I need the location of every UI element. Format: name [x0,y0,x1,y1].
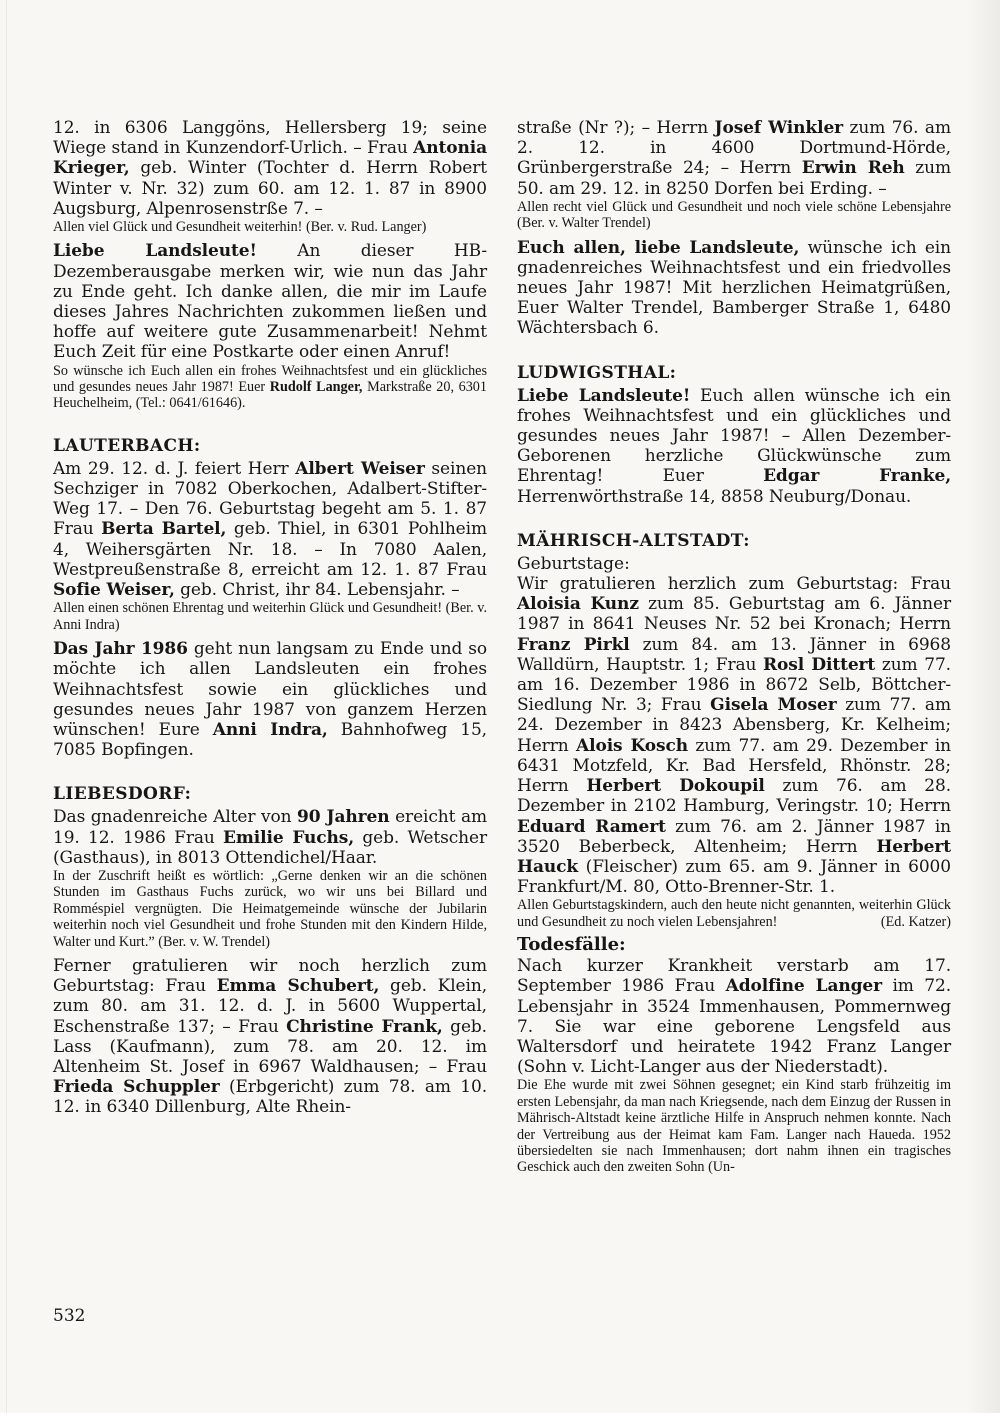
bold-name: Frieda Schuppler [53,1077,220,1098]
greeting-note: So wünsche ich Euch allen ein frohes Weihnachtsfest und ein glückliches und gesundes neues Jahr 1987! Euer Rudolf Langer, Markstraße 20, 6301 Heuchelheim, (Tel.: 0641/61646). [53,362,487,412]
scan-edge-line [6,0,7,1413]
bold-name: Albert Weiser [295,458,425,479]
bold-name: Emma Schubert, [216,976,380,997]
scan-edge-shadow [966,0,1000,1413]
liebesdorf-note: In der Zuschrift heißt es wörtlich: „Gerne denken wir an die schönen Stunden im Gasthaus Fuchs zurück, wo wir uns bei Billard und Romméspiel vergnügten. Die Heimatgemeinde wünsche der Jubilarin weiterhin noch viel Gesundheit und frohe Stunden mit den Kindern Hilde, Walter und Kurt.” (Ber. v. W. Trendel) [53,867,487,950]
bold-name: Eduard Ramert [517,816,666,837]
christmas-greeting-paragraph: Euch allen, liebe Landsleute, wünsche ich ein gnadenreiches Weihnachtsfest und ein friedvolles neues Jahr 1987! Mit herzlichen Heimatgrüßen, Euer Walter Trendel, Bamberger Straße 1, 6480 Wächtersbach 6. [517,237,951,339]
continuation-paragraph: straße (Nr ?); – Herrn Josef Winkler zum 76. am 2. 12. in 4600 Dortmund-Hörde, Grünbergerstraße 24; – Herrn Erwin Reh zum 50. am 29. 12. in 8250 Dorfen bei Erding. – [517,118,952,199]
further-birthdays-paragraph: Ferner gratulieren wir noch herzlich zum Geburtstag: Frau Emma Schubert, geb. Klein, zum 80. am 31. 12. d. J. in 5600 Wuppertal, Eschenstraße 137; – Frau Christine Frank, geb. Lass (Kaufmann), zum 78. am 20. 12. im Altenheim St. Josef in 6967 Waldhausen; – Frau Frieda Schuppler (Erbgericht) zum 78. am 10. 12. in 6340 Dillenburg, Alte Rhein- [53,955,488,1118]
birthdays-label: Geburtstage: [517,553,630,574]
intro-paragraph: 12. in 6306 Langgöns, Hellersberg 19; seine Wiege stand in Kunzendorf-Urlich. – Frau Antonia Krieger, geb. Winter (Tochter d. Herrn Robert Winter v. Nr. 32) zum 60. am 12. 1. 87 in 8900 Augsburg, Alpenrosenstrße 7. – [53,118,487,219]
bold-name: Adolfine Langer [725,976,882,997]
greeting-paragraph: Liebe Landsleute! An dieser HB-Dezemberausgabe merken wir, wie nun das Jahr zu Ende geht. Ich danke allen, die mir im Laufe dieses Jahres Nachrichten zukommen ließen und hoffe auf weitere gute Zusammenarbeit! Nehmt Euch Zeit für eine Postkarte oder einen Anruf! [53,241,487,363]
section-heading-liebesdorf: LIEBESDORF: [53,784,192,805]
bold-name: Franz Pirkl [517,634,630,655]
maehrisch-note-signature: (Ed. Katzer) [880,913,951,930]
bold-name: Gisela Moser [710,695,837,716]
maehrisch-birthdays-paragraph: Wir gratulieren herzlich zum Geburtstag: Frau Aloisia Kunz zum 85. Geburtstag am 6. Jänner 1987 in 8641 Neuses Nr. 52 bei Kronach; Herrn Franz Pirkl zum 84. am 13. Jänner in 6968 Walldürn, Hauptstr. 1; Frau Rosl Dittert zum 77. am 16. Dezember 1986 in 8672 Selb, Böttcher-Siedlung Nr. 3; Frau Gisela Moser zum 77. am 24. Dezember in 8423 Abensberg, Kr. Kelheim; Herrn Alois Kosch zum 77. am 29. Dezember in 6431 Motzfeld, Kr. Bad Hersfeld, Rhönstr. 28; Herrn Herbert Dokoupil zum 76. am 28. Dezember in 2102 Hamburg, Veringstr. 10; Herrn Eduard Ramert zum 76. am 2. Jänner 1987 in 3520 Beberbeck, Altenheim; Herrn Herbert Hauck (Fleischer) zum 65. am 9. Jänner in 6000 Frankfurt/M. 80, Otto-Brenner-Str. 1. [517,574,952,898]
bold-name: 90 Jahren [297,807,390,828]
intro-note: Allen viel Glück und Gesundheit weiterhin! (Ber. v. Rud. Langer) [53,219,427,236]
bold-name: Christine Frank, [286,1016,443,1037]
deaths-note: Die Ehe wurde mit zwei Söhnen gesegnet; ein Kind starb frühzeitig im ersten Lebensjahr, da man nach Kriegsende, nach dem Einzug der Russen in Mährisch-Altstadt keine ärztliche Hilfe in Anspruch nehmen konnte. Nach der Vertreibung aus der Heimat kam Fam. Langer nach Haueda. 1952 übersiedelten sie nach Immenhausen; dort nahm ihnen ein tragisches Geschick auch den zweiten Sohn (Un- [517,1077,951,1176]
bold-name: Anni Indra, [212,719,328,740]
bold-name: Liebe Landsleute! [53,241,257,262]
page-number: 532 [53,1306,86,1326]
maehrisch-note-text: Allen Geburtstagskindern, auch den heute nicht genannten, weiterhin Glück und Gesundheit zu noch vielen Lebensjahren! [517,897,951,930]
bold-name: Euch allen, liebe Landsleute, [517,237,800,258]
bold-name: Das Jahr 1986 [53,639,188,660]
bold-name: Sofie Weiser, [53,580,175,601]
continuation-note: Allen recht viel Glück und Gesundheit und noch viele schöne Lebensjahre (Ber. v. Walter Trendel) [517,198,951,232]
bold-name: Antonia Krieger, [53,138,487,179]
section-heading-ludwigsthal: LUDWIGSTHAL: [517,362,677,383]
bold-name: Aloisia Kunz [517,594,639,615]
bold-name: Herbert Hauck [517,836,951,877]
lauterbach-note: Allen einen schönen Ehrentag und weiterhin Glück und Gesundheit! (Ber. v. Anni Indra) [53,600,487,633]
bold-name: Emilie Fuchs, [223,827,355,848]
maehrisch-note [517,897,951,930]
liebesdorf-paragraph: Das gnadenreiche Alter von 90 Jahren ereicht am 19. 12. 1986 Frau Emilie Fuchs, geb. Wetscher (Gasthaus), in 8013 Ottendichel/Haar. [53,807,488,868]
right-column [517,118,951,1176]
deaths-label: Todesfälle: [517,934,626,956]
lauterbach-paragraph: Am 29. 12. d. J. feiert Herr Albert Weiser seinen Sechziger in 7082 Oberkochen, Adalbert-Stifter-Weg 17. – Den 76. Geburtstag begeht am 5. 1. 87 Frau Berta Bartel, geb. Thiel, in 6301 Pohlheim 4, Weihersgärten Nr. 18. – In 7080 Aalen, Westpreußenstraße 8, erreicht am 12. 1. 87 Frau Sofie Weiser, geb. Christ, ihr 84. Lebensjahr. – [53,458,488,601]
bold-name: Josef Winkler [714,118,844,138]
section-heading-lauterbach: LAUTERBACH: [53,435,201,456]
section-heading-maehrisch-altstadt: MÄHRISCH-ALTSTADT: [517,530,750,551]
bold-name: Erwin Reh [801,158,905,179]
deaths-paragraph: Nach kurzer Krankheit verstarb am 17. September 1986 Frau Adolfine Langer im 72. Lebensjahr in 3524 Immenhausen, Pommernweg 7. Sie war eine geborene Lengsfeld aus Waltersdorf und heiratete 1942 Franz Langer (Sohn v. Licht-Langer aus der Niederstadt). [517,956,952,1078]
ludwigsthal-paragraph: Liebe Landsleute! Euch allen wünsche ich ein frohes Weihnachtsfest und ein glückliches und gesundes neues Jahr 1987! – Allen Dezember-Geborenen herzliche Glückwünsche zum Ehrentag! Euer Edgar Franke, Herrenwörthstraße 14, 8858 Neuburg/Donau. [517,385,952,507]
bold-name: Berta Bartel, [101,519,227,540]
bold-name: Rosl Dittert [763,654,876,675]
year-end-paragraph: Das Jahr 1986 geht nun langsam zu Ende und so möchte ich allen Landsleuten ein frohes Weihnachtsfest sowie ein glückliches und gesundes neues Jahr 1987 von ganzem Herzen wünschen! Eure Anni Indra, Bahnhofweg 15, 7085 Bopfingen. [53,639,487,761]
bold-name: Rudolf Langer, [269,379,363,396]
bold-name: Herbert Dokoupil [586,776,765,797]
bold-name: Alois Kosch [576,735,688,756]
left-column [53,118,487,1118]
bold-name: Edgar Franke, [763,466,952,487]
bold-name: Liebe Landsleute! [517,385,691,406]
